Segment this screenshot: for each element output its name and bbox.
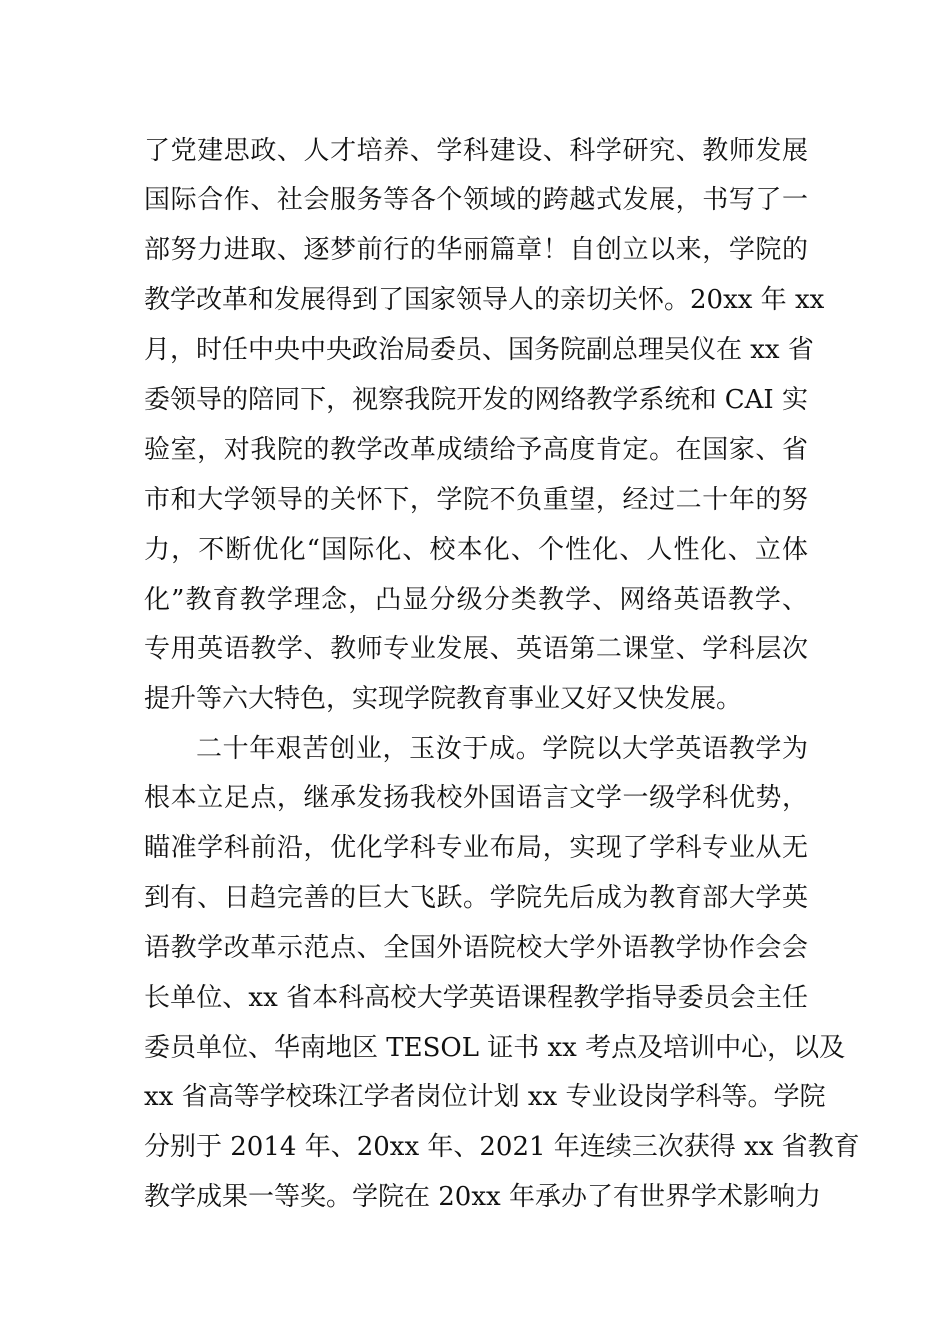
- text-line: 了党建思政、人才培养、学科建设、科学研究、教师发展: [144, 136, 808, 166]
- text-line: 验室，对我院的教学改革成绩给予高度肯定。在国家、省: [144, 435, 808, 465]
- text-line: 根本立足点，继承发扬我校外国语言文学一级学科优势，: [144, 783, 808, 813]
- text-line: 力，不断优化“国际化、校本化、个性化、人性化、立体: [144, 535, 808, 565]
- text-line: 长单位、xx 省本科高校大学英语课程教学指导委员会主任: [144, 983, 808, 1013]
- text-line: 月，时任中央中央政治局委员、国务院副总理吴仪在 xx 省: [144, 335, 814, 365]
- text-line: 语教学改革示范点、全国外语院校大学外语教学协作会会: [144, 933, 808, 963]
- text-line: 国际合作、社会服务等各个领域的跨越式发展，书写了一: [144, 185, 808, 215]
- text-line: 化”教育教学理念，凸显分级分类教学、网络英语教学、: [144, 585, 808, 615]
- text-line: 瞄准学科前沿，优化学科专业布局，实现了学科专业从无: [144, 833, 808, 863]
- text-line: 分别于 2014 年、20xx 年、2021 年连续三次获得 xx 省教育: [144, 1132, 860, 1162]
- text-line: 委领导的陪同下，视察我院开发的网络教学系统和 CAI 实: [144, 385, 808, 415]
- text-line: 部努力进取、逐梦前行的华丽篇章！自创立以来，学院的: [144, 235, 808, 265]
- text-line: xx 省高等学校珠江学者岗位计划 xx 专业设岗学科等。学院: [144, 1082, 826, 1112]
- text-line: 市和大学领导的关怀下，学院不负重望，经过二十年的努: [144, 485, 808, 515]
- text-line: 委员单位、华南地区 TESOL 证书 xx 考点及培训中心，以及: [144, 1033, 846, 1063]
- text-line: 到有、日趋完善的巨大飞跃。学院先后成为教育部大学英: [144, 883, 808, 913]
- text-line: 提升等六大特色，实现学院教育事业又好又快发展。: [144, 684, 743, 714]
- text-line: 专用英语教学、教师专业发展、英语第二课堂、学科层次: [144, 634, 808, 664]
- text-line: 教学改革和发展得到了国家领导人的亲切关怀。20xx 年 xx: [144, 285, 825, 315]
- paragraph-first-line: 二十年艰苦创业，玉汝于成。学院以大学英语教学为: [196, 734, 808, 764]
- text-line: 教学成果一等奖。学院在 20xx 年承办了有世界学术影响力: [144, 1182, 821, 1212]
